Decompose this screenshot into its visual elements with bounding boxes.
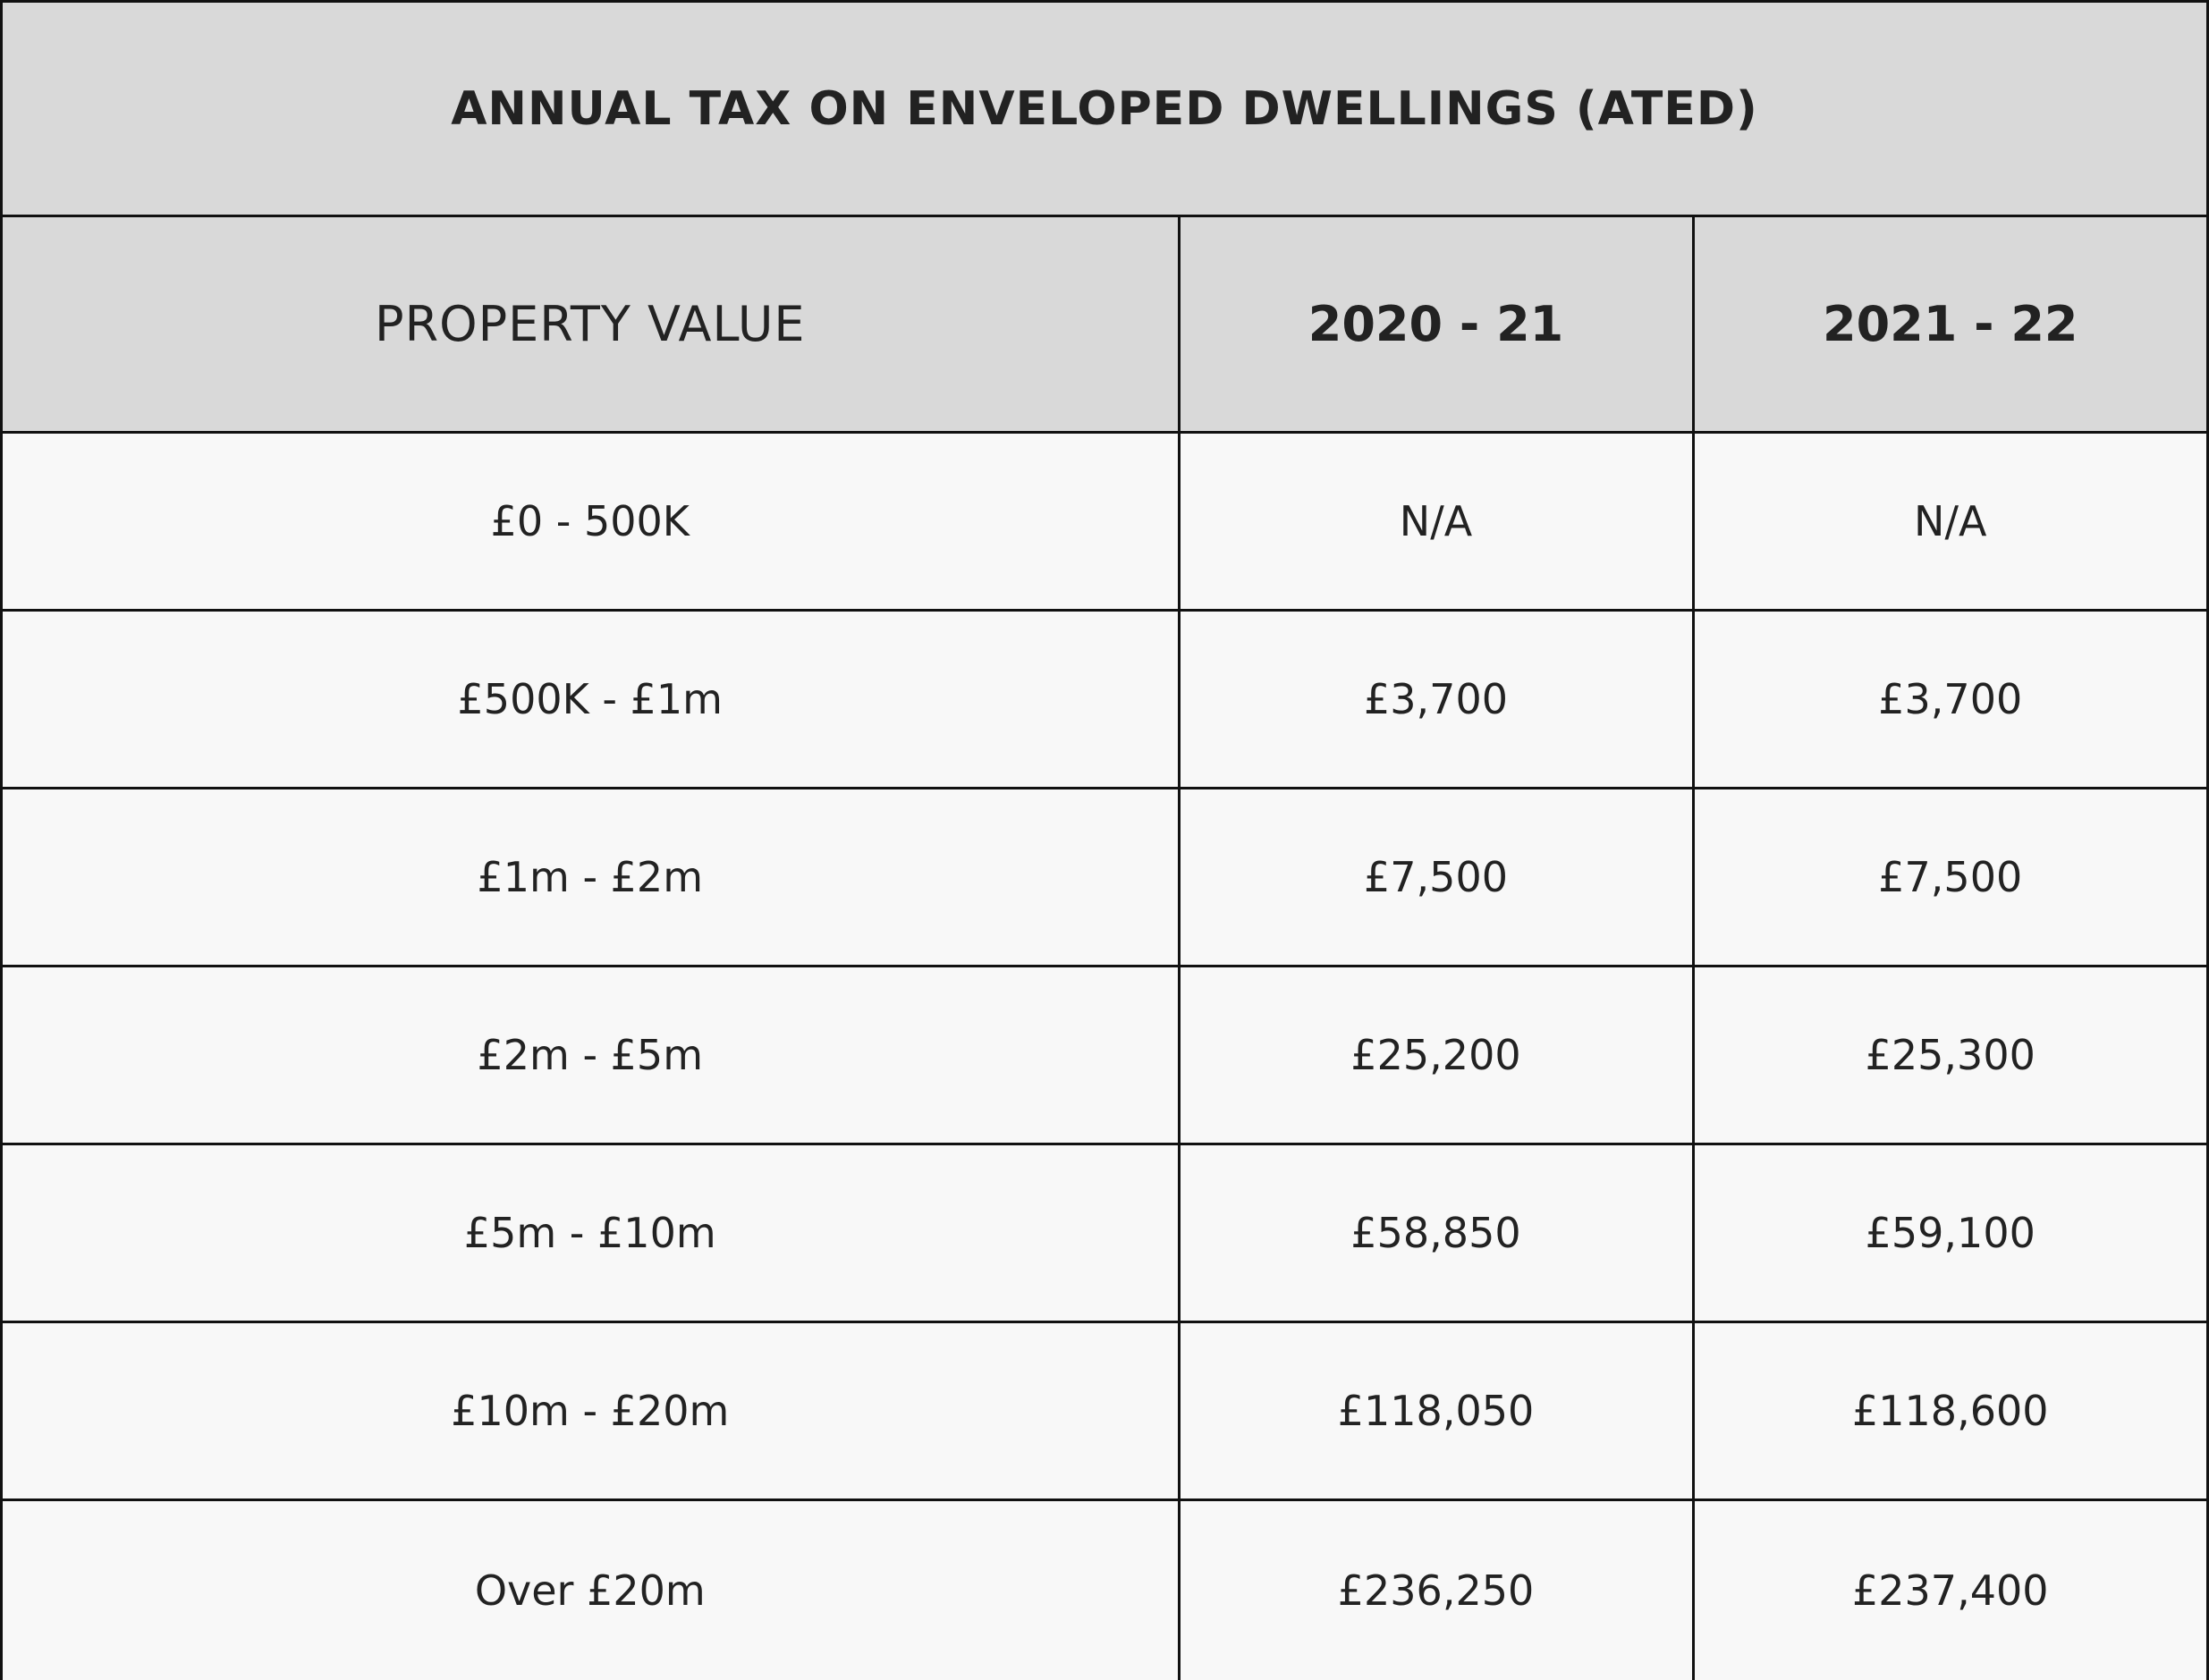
table-row <box>3 432 2206 610</box>
property-value-cell: £0 - 500K <box>3 432 1179 610</box>
rate-2021-22-cell: N/A <box>1693 432 2206 610</box>
rate-2021-22-cell: £25,300 <box>1693 966 2206 1144</box>
table-title: ANNUAL TAX ON ENVELOPED DWELLINGS (ATED) <box>3 3 2206 217</box>
column-header-2021-22: 2021 - 22 <box>1693 217 2206 432</box>
rate-2020-21-cell: £25,200 <box>1179 966 1693 1144</box>
table-row <box>3 1144 2206 1321</box>
rate-2021-22-cell: £3,700 <box>1693 610 2206 788</box>
property-value-cell: £5m - £10m <box>3 1144 1179 1321</box>
rate-2020-21-cell: £7,500 <box>1179 788 1693 966</box>
rate-2021-22-cell: £59,100 <box>1693 1144 2206 1321</box>
rate-2020-21-cell: £58,850 <box>1179 1144 1693 1321</box>
ated-rates-table <box>3 217 2206 1680</box>
table-row <box>3 610 2206 788</box>
rate-2020-21-cell: N/A <box>1179 432 1693 610</box>
header-row <box>3 217 2206 432</box>
property-value-cell: £1m - £2m <box>3 788 1179 966</box>
table-row <box>3 966 2206 1144</box>
rate-2020-21-cell: £3,700 <box>1179 610 1693 788</box>
property-value-cell: £2m - £5m <box>3 966 1179 1144</box>
table-row <box>3 1321 2206 1499</box>
rate-2021-22-cell: £7,500 <box>1693 788 2206 966</box>
rate-2020-21-cell: £236,250 <box>1179 1499 1693 1680</box>
rate-2021-22-cell: £237,400 <box>1693 1499 2206 1680</box>
rate-2020-21-cell: £118,050 <box>1179 1321 1693 1499</box>
column-header-2020-21: 2020 - 21 <box>1179 217 1693 432</box>
property-value-cell: £500K - £1m <box>3 610 1179 788</box>
rate-2021-22-cell: £118,600 <box>1693 1321 2206 1499</box>
table-row <box>3 788 2206 966</box>
column-header-property-value: PROPERTY VALUE <box>3 217 1179 432</box>
property-value-cell: £10m - £20m <box>3 1321 1179 1499</box>
table-row <box>3 1499 2206 1680</box>
property-value-cell: Over £20m <box>3 1499 1179 1680</box>
